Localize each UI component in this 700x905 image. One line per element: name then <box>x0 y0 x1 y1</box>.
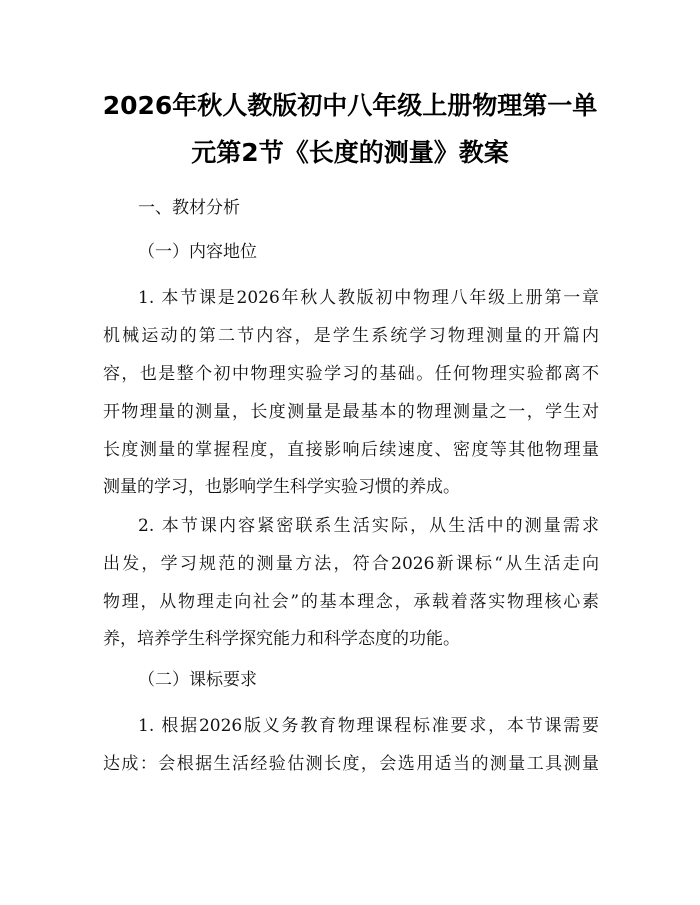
paragraph-line: 2. 本节课内容紧密联系生活实际，从生活中的测量需求 <box>138 516 599 536</box>
paragraph-line: 容，也是整个初中物理实验学习的基础。任何物理实验都离不 <box>103 364 599 384</box>
document-title-line-1: 2026年秋人教版初中八年级上册物理第一单 <box>102 91 598 120</box>
paragraph-line: 物理，从物理走向社会”的基本理念，承载着落实物理核心素 <box>103 592 599 612</box>
paragraph-line: 开物理量的测量，长度测量是最基本的物理测量之一，学生对 <box>103 402 599 422</box>
paragraph-line: 机械运动的第二节内容，是学生系统学习物理测量的开篇内 <box>103 326 599 346</box>
document-title-line-2: 元第2节《长度的测量》教案 <box>191 138 509 167</box>
subsection-heading-curriculum-requirements: （二）课标要求 <box>138 670 257 690</box>
paragraph-line: 1. 本节课是2026年秋人教版初中物理八年级上册第一章 <box>138 288 599 308</box>
paragraph-line: 达成：会根据生活经验估测长度，会选用适当的测量工具测量 <box>103 754 599 774</box>
subsection-heading-content-position: （一）内容地位 <box>138 242 257 262</box>
section-heading-teaching-material-analysis: 一、教材分析 <box>138 198 240 218</box>
paragraph-line: 1. 根据2026版义务教育物理课程标准要求，本节课需要 <box>138 716 599 736</box>
paragraph-line: 测量的学习，也影响学生科学实验习惯的养成。 <box>103 477 460 497</box>
paragraph-line: 长度测量的掌握程度，直接影响后续速度、密度等其他物理量 <box>103 440 599 460</box>
paragraph-line: 养，培养学生科学探究能力和科学态度的功能。 <box>103 629 460 649</box>
paragraph-line: 出发，学习规范的测量方法，符合2026新课标“从生活走向 <box>103 554 599 574</box>
